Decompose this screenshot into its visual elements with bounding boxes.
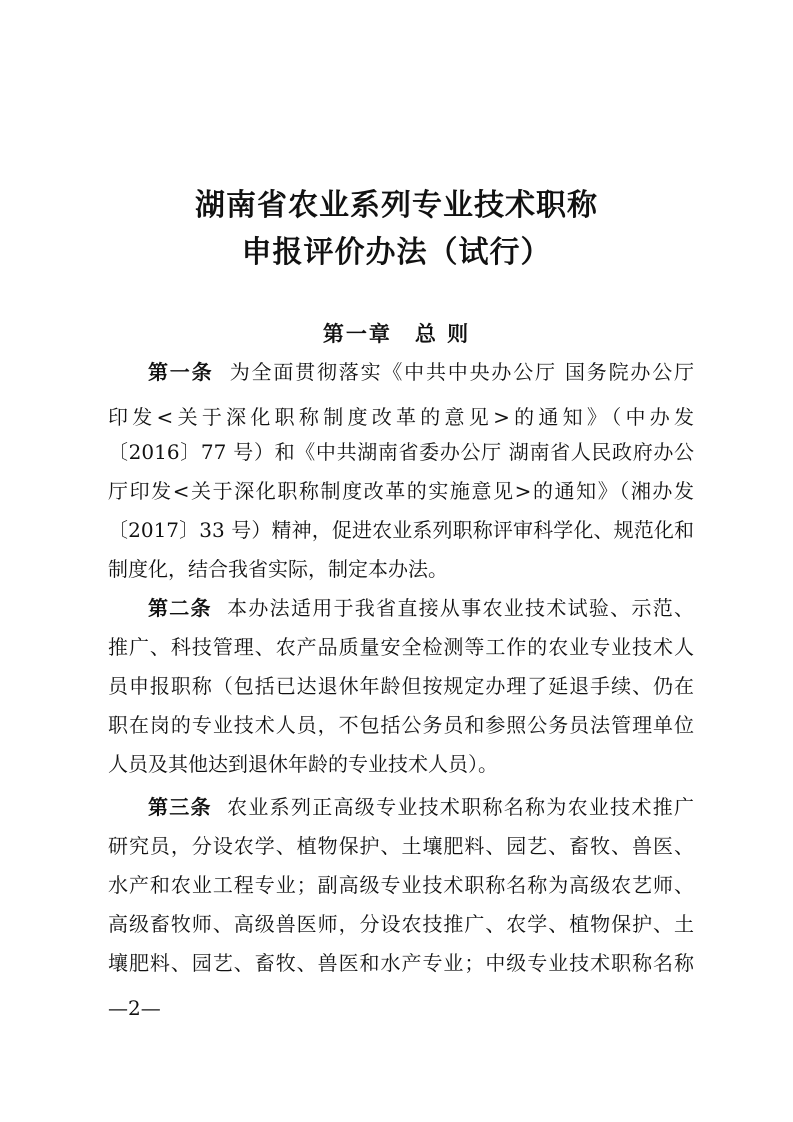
article-1-line-1 xyxy=(148,357,694,387)
article-1-line-3: 〔2016〕77 号）和《中共湖南省委办公厅 湖南省人民政府办公 xyxy=(108,440,694,464)
chapter-heading: 第一章 总 则 xyxy=(322,322,471,346)
article-1-line-2: 印发<关于深化职称制度改革的意见>的通知》（中办发 xyxy=(108,405,694,429)
document-title-line-2: 申报评价办法（试行） xyxy=(241,235,552,270)
article-1-text: 为全面贯彻落实《中共中央办公厅 国务院办公厅 xyxy=(229,360,695,384)
article-3-line-2: 研究员，分设农学、植物保护、土壤肥料、园艺、畜牧、兽医、 xyxy=(108,834,694,858)
article-2-line-5: 人员及其他达到退休年龄的专业技术人员）。 xyxy=(108,752,498,776)
article-1-line-4: 厅印发<关于深化职称制度改革的实施意见>的通知》（湘办发 xyxy=(108,479,694,503)
document-title-line-1: 湖南省农业系列专业技术职称 xyxy=(195,188,598,223)
article-2-label: 第二条 xyxy=(148,596,212,620)
article-1-label: 第一条 xyxy=(148,360,214,384)
article-2-line-1 xyxy=(148,593,694,623)
article-3-line-1 xyxy=(148,792,694,822)
article-2-text: 本办法适用于我省直接从事农业技术试验、示范、 xyxy=(227,596,695,620)
article-1-line-5: 〔2017〕33 号）精神，促进农业系列职称评审科学化、规范化和 xyxy=(108,518,694,542)
article-2-line-4: 职在岗的专业技术人员，不包括公务员和参照公务员法管理单位 xyxy=(108,713,694,737)
article-3-label: 第三条 xyxy=(148,795,212,819)
article-2-line-2: 推广、科技管理、农产品质量安全检测等工作的农业专业技术人 xyxy=(108,635,694,659)
article-3-line-3: 水产和农业工程专业；副高级专业技术职称名称为高级农艺师、 xyxy=(108,873,694,897)
article-3-line-5: 壤肥料、园艺、畜牧、兽医和水产专业；中级专业技术职称名称 xyxy=(108,951,694,975)
article-2-line-3: 员申报职称（包括已达退休年龄但按规定办理了延退手续、仍在 xyxy=(108,674,694,698)
page-number: —2— xyxy=(108,996,161,1020)
article-3-text: 农业系列正高级专业技术职称名称为农业技术推广 xyxy=(227,795,695,819)
article-1-line-6: 制度化，结合我省实际，制定本办法。 xyxy=(108,557,448,581)
article-3-line-4: 高级畜牧师、高级兽医师，分设农技推广、农学、植物保护、土 xyxy=(108,912,694,936)
